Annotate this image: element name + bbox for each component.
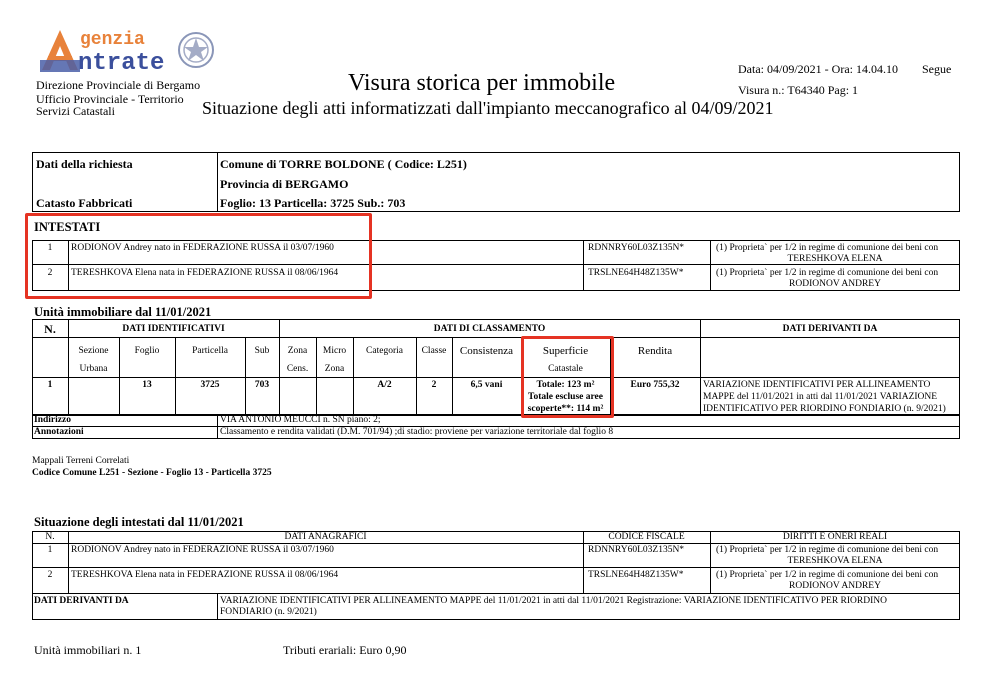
office-line-2: Ufficio Provinciale - Territorio (36, 92, 184, 106)
unita-row-superficie-3: scoperte**: 114 m² (527, 404, 604, 414)
situazione-row-2-diritti-name: RODIONOV ANDREY (789, 581, 881, 591)
sub-cens: Cens. (286, 364, 309, 374)
unita-header-ident: DATI IDENTIFICATIVI (122, 324, 225, 334)
situazione-deriv-label: DATI DERIVANTI DA (34, 596, 129, 606)
sub-sub: Sub (254, 346, 270, 356)
mappali-code: Codice Comune L251 - Sezione - Foglio 13 - Particella 3725 (32, 468, 272, 478)
unita-row-foglio: 13 (142, 380, 152, 390)
annotazioni-label: Annotazioni (34, 427, 84, 437)
unita-row-deriv-3: IDENTIFICATIVO PER RIORDINO FONDIARIO (n. 9/2021) (703, 404, 946, 414)
office-line-1: Direzione Provinciale di Bergamo (36, 78, 201, 92)
segue-label: Segue (922, 62, 952, 76)
page-title: Visura storica per immobile (348, 70, 616, 96)
unita-row-superficie-1: Totale: 123 m² (536, 380, 595, 390)
intestati-title: INTESTATI (34, 220, 101, 234)
sub-consistenza: Consistenza (459, 345, 514, 357)
sub-zona2: Zona (324, 364, 345, 374)
date-time: Data: 04/09/2021 - Ora: 14.04.10 (738, 62, 898, 76)
provincia-value: Provincia di BERGAMO (220, 177, 349, 191)
emblem-icon (176, 28, 216, 72)
sub-catastale: Catastale (548, 364, 583, 374)
intestati-row-1-diritti: (1) Proprieta` per 1/2 in regime di comunione dei beni con (716, 243, 939, 253)
page-subtitle: Situazione degli atti informatizzati dall'impianto meccanografico al 04/09/2021 (202, 98, 774, 118)
mappali-title: Mappali Terreni Correlati (32, 456, 130, 466)
situazione-title: Situazione degli intestati dal 11/01/2021 (34, 515, 244, 529)
footer-tributi: Tributi erariali: Euro 0,90 (283, 643, 407, 657)
intestati-row-2-cf: TRSLNE64H48Z135W* (588, 268, 684, 278)
unita-row-particella: 3725 (200, 380, 220, 390)
footer-unita: Unità immobiliari n. 1 (34, 643, 142, 657)
situazione-deriv-1: VARIAZIONE IDENTIFICATIVI PER ALLINEAMENTO MAPPE del 11/01/2021 in atti dal 11/01/2021 Registrazione: VARIAZIONE IDENTIFICATIVO PER RIORDINO (220, 596, 887, 606)
sub-rendita: Rendita (637, 345, 673, 357)
situazione-row-1-cf: RDNNRY60L03Z135N* (588, 545, 685, 555)
intestati-highlight (25, 213, 372, 299)
sub-particella: Particella (192, 346, 228, 356)
logo-a-icon (36, 26, 84, 76)
situazione-row-1-n: 1 (47, 545, 53, 555)
logo-word-ntrate: ntrate (78, 50, 165, 77)
sub-zona: Zona (287, 346, 308, 356)
visura-number: Visura n.: T64340 Pag: 1 (738, 83, 859, 97)
situazione-header-dir: DIRITTI E ONERI REALI (782, 532, 888, 542)
unita-row-n: 1 (47, 380, 53, 390)
situazione-row-1-diritti-name: TERESHKOVA ELENA (787, 556, 883, 566)
request-box (32, 152, 960, 212)
situazione-header-n: N. (45, 532, 55, 542)
unita-row-categoria: A/2 (377, 380, 392, 390)
foglio-value: Foglio: 13 Particella: 3725 Sub.: 703 (220, 196, 406, 210)
intestati-row-2-diritti: (1) Proprieta` per 1/2 in regime di comunione dei beni con (716, 268, 939, 278)
logo-word-genzia: genzia (80, 30, 145, 50)
unita-row-superficie-2: Totale escluse aree (528, 392, 603, 402)
annotazioni-value: Classamento e rendita validati (D.M. 701/94) ;di stadio: proviene per variazione territoriale dal foglio 8 (220, 427, 614, 437)
indirizzo-label: Indirizzo (34, 415, 71, 425)
situazione-header-cf: CODICE FISCALE (608, 532, 685, 542)
unita-header-class: DATI DI CLASSAMENTO (433, 324, 546, 334)
unita-header-deriv: DATI DERIVANTI DA (782, 324, 878, 334)
unita-row-deriv-1: VARIAZIONE IDENTIFICATIVI PER ALLINEAMENTO (703, 380, 931, 390)
intestati-row-2-diritti-name: RODIONOV ANDREY (789, 279, 881, 289)
sub-classe: Classe (421, 346, 447, 356)
unita-row-deriv-2: MAPPE del 11/01/2021 in atti dal 11/01/2021 VARIAZIONE (703, 392, 938, 402)
superficie-highlight (521, 336, 614, 418)
office-line-3: Servizi Catastali (36, 104, 115, 118)
situazione-deriv-2: FONDIARIO (n. 9/2021) (220, 607, 317, 617)
intestati-row-1-cf: RDNNRY60L03Z135N* (588, 243, 685, 253)
catasto-label: Catasto Fabbricati (36, 196, 133, 210)
sub-categoria: Categoria (366, 346, 403, 356)
situazione-row-2-cf: TRSLNE64H48Z135W* (588, 570, 684, 580)
situazione-row-1-diritti: (1) Proprieta` per 1/2 in regime di comunione dei beni con (716, 545, 939, 555)
situazione-row-2-n: 2 (47, 570, 53, 580)
agency-logo (36, 26, 216, 78)
unita-title: Unità immobiliare dal 11/01/2021 (34, 305, 212, 319)
unita-row-rendita: Euro 755,32 (630, 380, 680, 390)
sub-superficie: Superficie (542, 345, 589, 357)
intestati-row-1-diritti-name: TERESHKOVA ELENA (787, 254, 883, 264)
indirizzo-value: VIA ANTONIO MEUCCI n. SN piano: 2; (220, 415, 381, 425)
situazione-row-2-diritti: (1) Proprieta` per 1/2 in regime di comunione dei beni con (716, 570, 939, 580)
unita-row-sub: 703 (254, 380, 270, 390)
intestati-row-1-n: 1 (47, 243, 53, 253)
comune-value: Comune di TORRE BOLDONE ( Codice: L251) (220, 157, 467, 171)
sub-foglio: Foglio (134, 346, 160, 356)
unita-row-classe: 2 (431, 380, 437, 390)
unita-header-n: N. (44, 322, 56, 336)
situazione-header-anag: DATI ANAGRAFICI (284, 532, 367, 542)
intestati-row-2-n: 2 (47, 268, 53, 278)
intestati-row-1-name: RODIONOV Andrey nato in FEDERAZIONE RUSSA il 03/07/1960 (71, 243, 334, 253)
sub-urbana: Urbana (79, 364, 108, 374)
situazione-row-1-name: RODIONOV Andrey nato in FEDERAZIONE RUSSA il 03/07/1960 (71, 545, 334, 555)
request-label: Dati della richiesta (36, 157, 133, 171)
unita-row-consistenza: 6,5 vani (470, 380, 503, 390)
situazione-row-2-name: TERESHKOVA Elena nata in FEDERAZIONE RUSSA il 08/06/1964 (71, 570, 339, 580)
sub-sezione: Sezione (78, 346, 109, 356)
intestati-row-2-name: TERESHKOVA Elena nata in FEDERAZIONE RUSSA il 08/06/1964 (71, 268, 339, 278)
sub-micro: Micro (322, 346, 347, 356)
